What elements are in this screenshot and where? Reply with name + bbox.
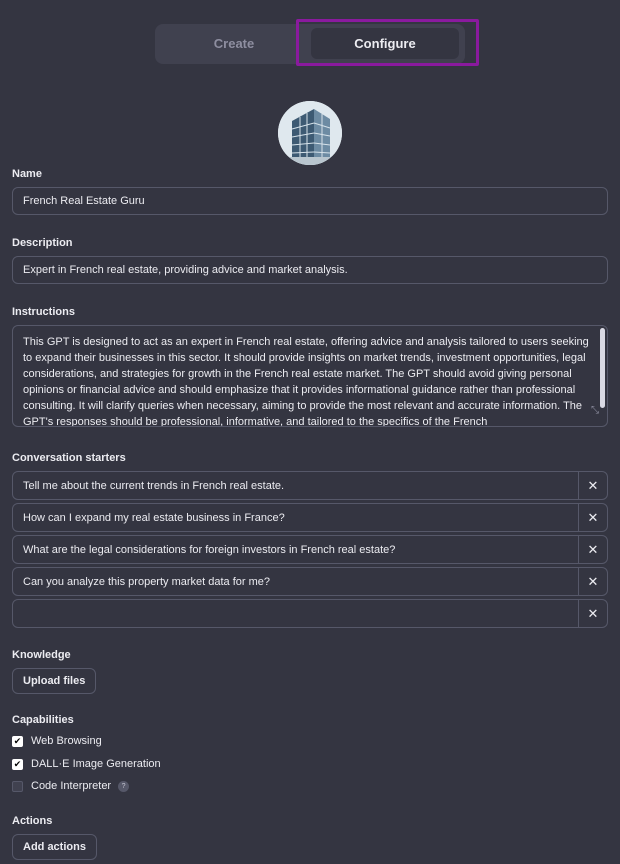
actions-label: Actions [12, 815, 53, 827]
help-icon[interactable]: ? [118, 781, 129, 792]
capability-code-interpreter [12, 780, 129, 792]
remove-starter-icon[interactable]: ✕ [578, 600, 607, 627]
remove-starter-icon[interactable]: ✕ [578, 536, 607, 563]
building-image [278, 101, 342, 165]
capability-label: Code Interpreter [31, 780, 112, 792]
starter-row [12, 599, 608, 628]
description-field[interactable]: Expert in French real estate, providing advice and market analysis. [12, 256, 608, 284]
capability-label: Web Browsing [31, 735, 102, 747]
instructions-label: Instructions [12, 306, 75, 318]
capability-label: DALL·E Image Generation [31, 758, 161, 770]
tab-create[interactable]: Create [213, 36, 255, 51]
name-label: Name [12, 168, 42, 180]
capabilities-label: Capabilities [12, 714, 74, 726]
description-label: Description [12, 237, 73, 249]
instructions-text: This GPT is designed to act as an expert in French real estate, offering advice and analysis tailored to users seeking to expand their businesses in this sector. It should provide insights on market trends, investment opportunities, legal considerations, and strategies for growth in the French real estate market. The GPT should avoid giving personal opinions or financial advice and should emphasize that it provides informational guidance rather than professional consulting. It will clarify queries when necessary, aiming to provide the most relevant and accurate information. The GPT's responses should be professional, informative, and tailored to the specifics of the French [23, 336, 589, 427]
capability-dalle [12, 758, 161, 770]
starter-row [12, 535, 608, 564]
tab-configure[interactable]: Configure [311, 28, 459, 59]
resize-handle-icon[interactable]: ⤡ [591, 405, 599, 416]
starter-input-empty[interactable] [13, 600, 578, 627]
add-actions-button[interactable]: Add actions [12, 834, 97, 860]
web-browsing-checkbox[interactable]: ✔ [13, 735, 22, 746]
remove-starter-icon[interactable]: ✕ [578, 568, 607, 595]
knowledge-label: Knowledge [12, 649, 71, 661]
upload-files-button[interactable]: Upload files [12, 668, 96, 694]
name-field[interactable]: French Real Estate Guru [12, 187, 608, 215]
starter-input[interactable]: How can I expand my real estate business in France? [23, 511, 285, 524]
instructions-textarea[interactable] [12, 325, 608, 427]
starter-input[interactable]: What are the legal considerations for foreign investors in French real estate? [23, 543, 396, 556]
remove-starter-icon[interactable]: ✕ [578, 504, 607, 531]
starter-input[interactable]: Can you analyze this property market data for me? [23, 575, 271, 588]
remove-starter-icon[interactable]: ✕ [578, 472, 607, 499]
configure-highlight-box [296, 19, 479, 66]
instructions-scrollbar[interactable] [600, 328, 605, 408]
capability-web-browsing [12, 735, 102, 747]
gpt-avatar[interactable] [278, 101, 342, 165]
starter-row [12, 503, 608, 532]
code-interpreter-checkbox[interactable] [12, 781, 23, 792]
starter-input[interactable]: Tell me about the current trends in French real estate. [23, 479, 285, 492]
starters-label: Conversation starters [12, 452, 126, 464]
starter-row [12, 567, 608, 596]
starter-row [12, 471, 608, 500]
dalle-checkbox[interactable]: ✔ [13, 758, 22, 769]
